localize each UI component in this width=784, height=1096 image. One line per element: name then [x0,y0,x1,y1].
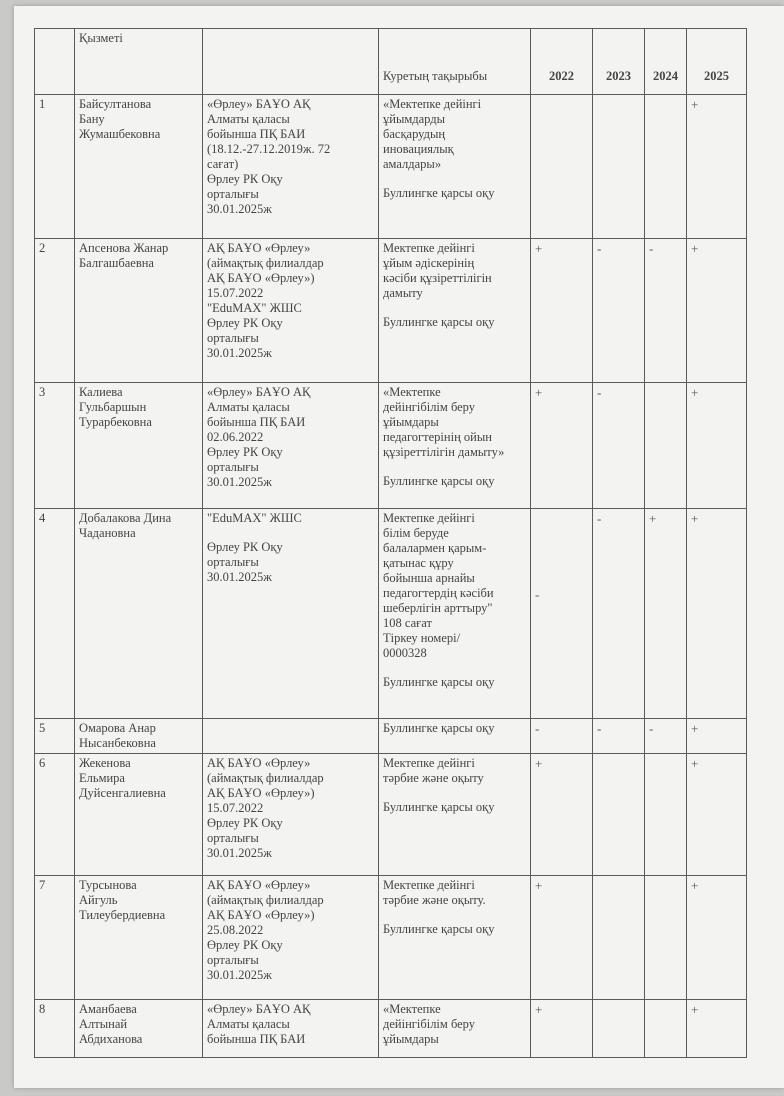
course-title-line: тәрбие және оқыту. [383,893,486,907]
course-title-line: дейінгібілім беру [383,1017,476,1031]
row-number: 4 [35,509,75,719]
training-place-line: 25.08.2022 [207,923,264,937]
course-title-line: ұйым әдіскерінің [383,256,475,270]
row-number: 2 [35,239,75,383]
training-place-line: АҚ БАҰО «Өрлеу») [207,271,315,285]
training-place-line: "EduMAX" ЖШС [207,511,302,525]
course-title-line: «Мектепке дейінгі [383,97,482,111]
training-place-line: бойынша ПҚ БАИ [207,1032,306,1046]
employee-name-line: Добалакова Дина [79,511,172,525]
course-title-line: қатынас құру [383,556,454,570]
row-number: 8 [35,1000,75,1058]
employee-name-line: Бану [79,112,105,126]
employee-name-line: Аманбаева [79,1002,137,1016]
employee-name-line: Тилеубердиевна [79,908,166,922]
year-mark-2022: + [531,876,593,1000]
course-title-line: Буллингке қарсы оқу [383,315,495,329]
training-place-line: (18.12.-27.12.2019ж. 72 [207,142,331,156]
employee-name-line: Гульбаршын [79,400,147,414]
employee-name [75,95,203,239]
year-mark-2023: - [593,719,645,754]
document-page [14,6,784,1088]
training-place-line: АҚ БАҰО «Өрлеу») [207,786,315,800]
year-mark-2023 [593,876,645,1000]
course-title-line: Мектепке дейінгі [383,241,475,255]
header-role: Қызметі [75,29,203,95]
year-mark-2024 [645,1000,687,1058]
training-place-line: Өрлеу РК Оқу [207,172,283,186]
course-title-line: 0000328 [383,646,427,660]
course-title-line: «Мектепке [383,385,441,399]
training-place-line: орталығы [207,953,259,967]
course-title [379,239,531,383]
training-place-line: 30.01.2025ж [207,475,272,489]
training-place-line: АҚ БАҰО «Өрлеу» [207,878,311,892]
employee-name-line: Ельмира [79,771,125,785]
employee-name-line: Жекенова [79,756,131,770]
year-mark-2025: + [687,876,747,1000]
training-place [203,239,379,383]
course-title-line: Буллингке қарсы оқу [383,474,495,488]
course-title [379,1000,531,1058]
employee-name-line: Омарова Анар [79,721,156,735]
employee-name-line: Алтынай [79,1017,128,1031]
course-title-line: тәрбие және оқыту [383,771,484,785]
training-place-line: АҚ БАҰО «Өрлеу») [207,908,315,922]
training-place-line: Өрлеу РК Оқу [207,316,283,330]
table-row [35,754,747,876]
year-mark-2025: + [687,719,747,754]
course-title-line: Мектепке дейінгі [383,511,475,525]
year-mark-2022: + [531,383,593,509]
training-place-line: Өрлеу РК Оқу [207,816,283,830]
course-title-line: дейінгібілім беру [383,400,476,414]
course-title-line: бойынша арнайы [383,571,475,585]
year-mark-2025: + [687,95,747,239]
employee-name-line: Чадановна [79,526,136,540]
course-title [379,509,531,719]
training-place-line: 30.01.2025ж [207,570,272,584]
row-number: 3 [35,383,75,509]
course-title-line: басқарудың [383,127,446,141]
employee-name-line: Апсенова Жанар [79,241,169,255]
training-place-line: Алматы қаласы [207,112,290,126]
year-mark-2022: - [531,509,593,719]
training-place-line: бойынша ПҚ БАИ [207,127,306,141]
header-num-cell [35,29,75,95]
training-place-line: 15.07.2022 [207,801,264,815]
training-place [203,95,379,239]
table-row [35,239,747,383]
training-place-line: (аймақтық филиалдар [207,893,324,907]
training-place-line: орталығы [207,555,259,569]
training-place-line: АҚ БАҰО «Өрлеу» [207,756,311,770]
course-title-line: Буллингке қарсы оқу [383,675,495,689]
training-place-line: орталығы [207,831,259,845]
course-title-line: дамыту [383,286,423,300]
training-place-line: орталығы [207,460,259,474]
course-title-line: ұйымдары [383,1032,439,1046]
course-table [34,28,747,1058]
employee-name [75,383,203,509]
year-mark-2023 [593,754,645,876]
employee-name [75,876,203,1000]
course-title [379,876,531,1000]
course-title-line: Мектепке дейінгі [383,756,475,770]
training-place-line: (аймақтық филиалдар [207,771,324,785]
year-mark-2023: - [593,509,645,719]
training-place [203,509,379,719]
year-mark-2022 [531,95,593,239]
training-place-line: "EduMAX" ЖШС [207,301,302,315]
year-mark-2023: - [593,383,645,509]
training-place-line: 30.01.2025ж [207,346,272,360]
employee-name-line: Дуйсенгалиевна [79,786,166,800]
course-title-line: кәсіби құзіреттілігін [383,271,492,285]
course-title-line: амалдары» [383,157,442,171]
training-place-line: сағат) [207,157,239,171]
course-title-line: педагогтердің кәсіби [383,586,494,600]
year-mark-2025: + [687,509,747,719]
employee-name [75,719,203,754]
course-title-line [383,786,526,800]
training-place-line: 30.01.2025ж [207,968,272,982]
employee-name [75,239,203,383]
course-title-line: 108 сағат [383,616,432,630]
year-mark-2024: + [645,509,687,719]
year-mark-2024 [645,383,687,509]
course-title [379,383,531,509]
course-title-line: ұйымдарды [383,112,445,126]
employee-name-line: Айгуль [79,893,118,907]
training-place-line: АҚ БАҰО «Өрлеу» [207,241,311,255]
employee-name-line: Абдиханова [79,1032,143,1046]
training-place-line: Өрлеу РК Оқу [207,938,283,952]
course-title-line: Буллингке қарсы оқу [383,800,495,814]
year-mark-2022: + [531,1000,593,1058]
year-mark-2022: + [531,239,593,383]
course-title-line: Буллингке қарсы оқу [383,721,495,735]
header-year-2022: 2022 [531,29,593,95]
course-title-line [383,172,526,186]
course-title-line: Мектепке дейінгі [383,878,475,892]
course-title-line: Буллингке қарсы оқу [383,922,495,936]
course-title-line: иновациялық [383,142,454,156]
header-year-2025: 2025 [687,29,747,95]
year-mark-2024 [645,95,687,239]
year-mark-2025: + [687,754,747,876]
header-place-cell [203,29,379,95]
course-title-line [383,908,526,922]
employee-name-line: Балгашбаевна [79,256,154,270]
employee-name-line: Жумашбековна [79,127,161,141]
year-mark-2024: - [645,239,687,383]
employee-name-line: Турсынова [79,878,137,892]
table-row [35,383,747,509]
employee-name-line: Турарбековна [79,415,152,429]
row-number: 5 [35,719,75,754]
course-title-line [383,661,526,675]
course-title-line: Тіркеу номері/ [383,631,461,645]
year-mark-2025: + [687,1000,747,1058]
training-place-line: 02.06.2022 [207,430,264,444]
training-place-line: Алматы қаласы [207,1017,290,1031]
year-mark-2022: + [531,754,593,876]
training-place [203,1000,379,1058]
training-place-line: (аймақтық филиалдар [207,256,324,270]
course-title [379,719,531,754]
row-number: 6 [35,754,75,876]
year-mark-2023 [593,95,645,239]
year-mark-2022: - [531,719,593,754]
year-mark-2024 [645,754,687,876]
employee-name-line: Байсултанова [79,97,152,111]
table-header-row [35,29,747,95]
course-title-line: білім беруде [383,526,449,540]
training-place-line: 30.01.2025ж [207,202,272,216]
employee-name [75,754,203,876]
training-place-line: «Өрлеу» БАҰО АҚ [207,385,311,399]
table-row [35,95,747,239]
year-mark-2023: - [593,239,645,383]
table-row [35,509,747,719]
training-place-line: 15.07.2022 [207,286,264,300]
course-title-line: құзіреттілігін дамыту» [383,445,505,459]
course-title [379,95,531,239]
course-title-line: педагогтерінің ойын [383,430,492,444]
header-year-2023: 2023 [593,29,645,95]
course-title-line: шеберлігін арттыру" [383,601,493,615]
training-place-line: «Өрлеу» БАҰО АҚ [207,97,311,111]
training-place-line: орталығы [207,187,259,201]
training-place-line: бойынша ПҚ БАИ [207,415,306,429]
training-place [203,754,379,876]
table-row [35,876,747,1000]
employee-name-line: Нысанбековна [79,736,156,750]
year-mark-2025: + [687,239,747,383]
table-row [35,719,747,754]
row-number: 1 [35,95,75,239]
employee-name [75,1000,203,1058]
course-title-line: «Мектепке [383,1002,441,1016]
training-place [203,876,379,1000]
training-place [203,719,379,754]
year-mark-2024: - [645,719,687,754]
training-place-line: «Өрлеу» БАҰО АҚ [207,1002,311,1016]
training-place-line: 30.01.2025ж [207,846,272,860]
employee-name [75,509,203,719]
year-mark-2024 [645,876,687,1000]
training-place [203,383,379,509]
year-mark-2023 [593,1000,645,1058]
course-title-line [383,460,526,474]
training-place-line: Алматы қаласы [207,400,290,414]
training-place-line [207,526,374,540]
header-course-title: Куретың тақырыбы [379,29,531,95]
year-mark-2025: + [687,383,747,509]
course-title-line: балалармен қарым- [383,541,487,555]
course-title-line [383,301,526,315]
header-year-2024: 2024 [645,29,687,95]
course-title-line: Буллингке қарсы оқу [383,186,495,200]
row-number: 7 [35,876,75,1000]
course-title-line: ұйымдары [383,415,439,429]
table-row [35,1000,747,1058]
training-place-line: Өрлеу РК Оқу [207,540,283,554]
training-place-line: Өрлеу РК Оқу [207,445,283,459]
course-title [379,754,531,876]
employee-name-line: Калиева [79,385,123,399]
training-place-line: орталығы [207,331,259,345]
